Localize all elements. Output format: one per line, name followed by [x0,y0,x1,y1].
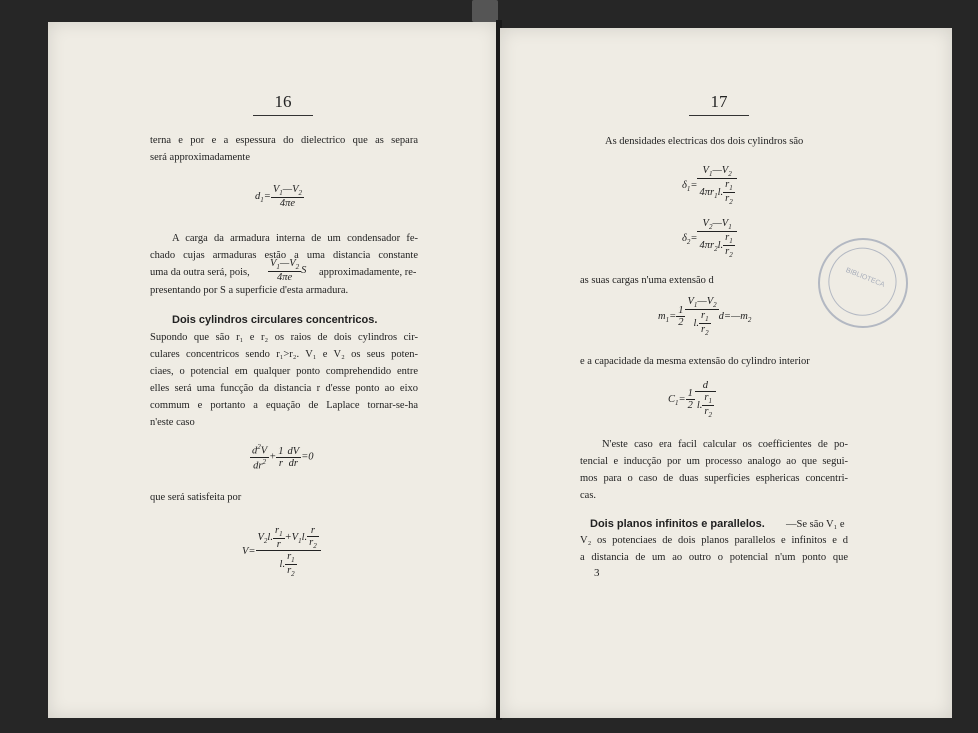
left-line-10: ciaes, o potencial em qualquer ponto comprehendido entre [150,366,418,377]
right-line-5: tencial e inducção por um processo analogo ao que segui- [580,456,848,467]
left-section-heading: Dois cylindros circulares concentricos. [172,314,378,326]
left-line-2: será approximadamente [150,152,250,163]
right-line-7: cas. [580,490,597,501]
left-line-11: elles será uma funcção da distancia r d'esse ponto ao eixo [150,383,418,394]
right-line-9: V₂ os potenciaes de dois planos parallelos e infinitos e d [580,535,848,546]
right-page [500,28,952,718]
right-equation-4: $C_1=$ $\frac{1}{2}$ d l. $\frac{r_1}{r_2}$ [668,380,716,419]
right-line-2: as suas cargas n'uma extensão d [580,275,714,286]
right-line-4: N'este caso era facil calcular os coefficientes de po- [602,439,848,450]
left-equation-2: $\frac{d^2V}{dr^2}$ + $\frac{1}{r}$ $\frac{dV}{dr}$ =0 [252,443,314,471]
right-line-1: As densidades electricas dos dois cylindros são [605,136,804,147]
left-page-number: 16 [274,92,292,111]
right-section-heading: Dois planos infinitos e parallelos. [590,518,765,530]
right-equation-3: $m_1=$ $\frac{1}{2}$ $V_1—V_2$ l. $\frac{r_1}{r_2}$ $d=—m_2$ [658,296,752,338]
binding-clip [472,0,498,22]
left-line-5b: approximadamente, re- [319,267,417,278]
right-equation-1: $\delta_1=$ $V_1—V_2$ $4\pi r_1l$. $\frac{r_1}{r_2}$ [682,165,737,206]
left-line-14: que será satisfeita por [150,492,242,503]
library-stamp-text: BIBLIOTECA [844,266,886,289]
left-page-number-rule [253,115,313,116]
left-line-13: n'este caso [150,417,195,428]
left-inline-equation: $\frac{V_1—V_2}{4\pi e}$ S [270,258,307,284]
right-line-6: mos para o caso de duas superficies esphericas concentri- [580,473,848,484]
right-line-8b: —Se são V₁ e [786,519,845,530]
left-line-5a: uma da outra será, pois, [150,267,250,278]
left-line-6: presentando por S a superficie d'esta armadura. [150,285,349,296]
left-line-8: Supondo que são r₁ e r₂ os raios de dois cylindros cir- [150,332,418,343]
right-line-10: a distancia de um ao outro o potencial n'um ponto que [580,552,848,563]
right-page-number: 17 [710,92,728,111]
left-line-12: commum e portanto a equação de Laplace tornar-se-ha [150,400,418,411]
left-equation-1: $d_1=$ $\frac{V_1—V_2}{4\pi e}$ [255,184,303,210]
left-line-9: culares concentricos sendo r₁>r₂. V₁ e V₂ os seus poten- [150,349,418,360]
signature-mark: 3 [594,567,600,579]
left-line-3: A carga da armadura interna de um condensador fe- [172,233,418,244]
left-equation-3: V= $V_2l$. $\frac{r_1}{r}$ $+V_1l$. $\frac{r}{r_2}$ l. $\frac{r_1}{r_2}$ [242,525,321,578]
right-equation-2: $\delta_2=$ $V_2—V_1$ $4\pi r_2l$. $\frac{r_1}{r_2}$ [682,218,737,259]
left-line-4: chado cujas armaduras estão a uma distancia constante [150,250,418,261]
right-line-3: e a capacidade da mesma extensão do cylindro interior [580,356,810,367]
left-line-1: terna e por e a espessura do dielectrico que as separa [150,135,418,146]
right-page-number-rule [689,115,749,116]
